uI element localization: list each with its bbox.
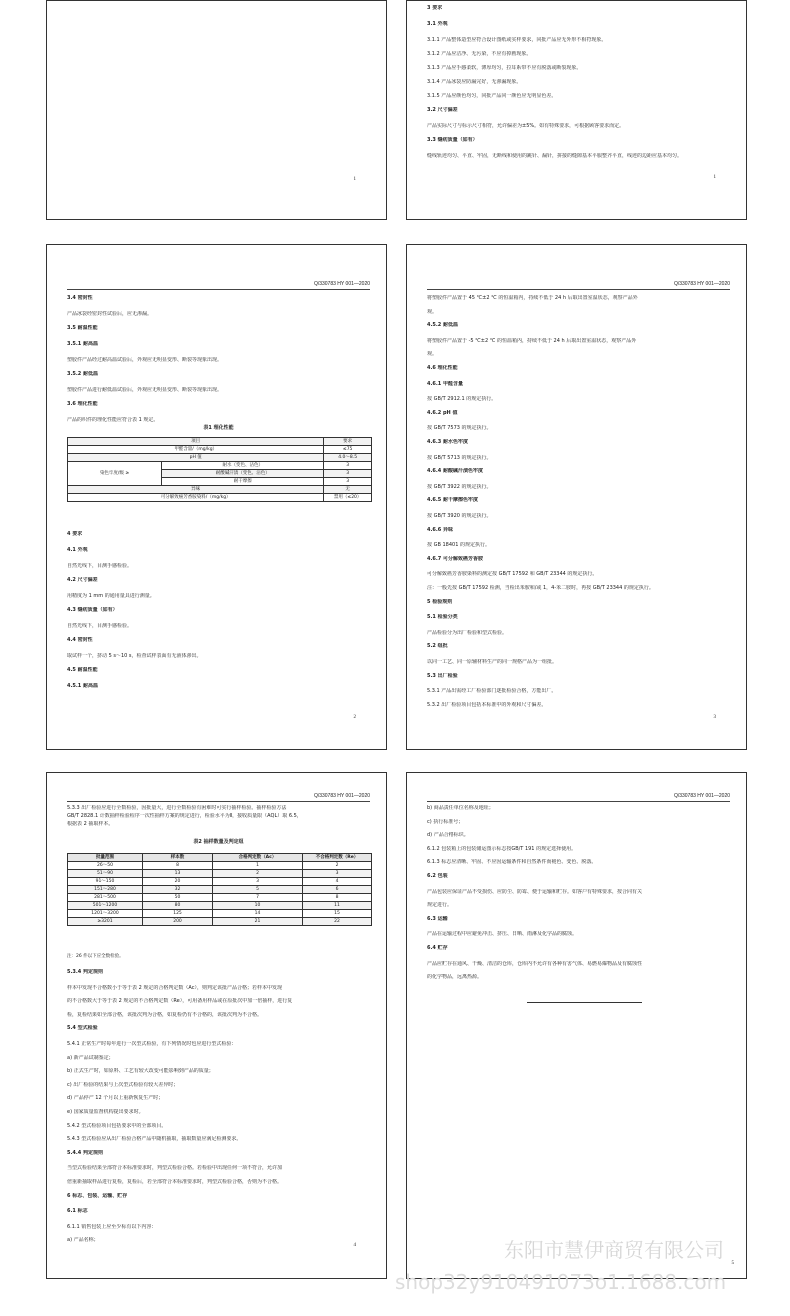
table-row	[68, 894, 372, 902]
body-line: 5.3.1 产品出需经工厂检验部门逐批检验合格，方能出厂。	[427, 688, 557, 695]
table-cell: 3	[324, 470, 372, 478]
table-cell: 15	[303, 910, 372, 918]
section-heading: 3.5.2 耐低温	[67, 371, 98, 377]
table-cell: pH 值	[68, 454, 324, 462]
section-heading: 3.1 外观	[427, 21, 448, 27]
table-cell: 22	[303, 918, 372, 926]
section-heading: 3.5 耐温性能	[67, 325, 98, 331]
table-head-sample: 样本数	[143, 854, 213, 862]
body-line: 检，复检结果如全部合格，该批次判为合格，如复检仍有不合格的，该批次判为不合格。	[67, 1011, 263, 1018]
body-line: 3.1.4 产品冰袋应防漏完好，无渗漏现象。	[427, 79, 522, 85]
body-line: 按 GB/T 2912.1 的规定执行。	[427, 396, 497, 403]
body-line: 6.1.1 销售包装上应至少标有以下内容：	[67, 1223, 157, 1230]
section-heading: 4.5 耐温性能	[67, 667, 98, 673]
header-rule	[67, 289, 370, 290]
table-cell: 91～150	[68, 878, 143, 886]
body-line: 产品在运输过程中应避免冲击、挤压、日晒、雨淋及化学品的腐蚀。	[427, 931, 578, 938]
body-line: 3.1.3 产品应手感柔软，薄厚均匀，拉耳系带不应有脱落或断裂现象。	[427, 65, 582, 71]
body-line: 5.4.2 型式检验项目包括要求中的全部项目。	[67, 1122, 167, 1129]
body-line: e) 国家质量监督机构提出要求时。	[67, 1109, 144, 1115]
body-line: 当型式检验结果全部符合本标准要求时，判型式检验合格。若检验中出现任何一项不符合，允许加	[67, 1165, 283, 1172]
page-number: 3	[713, 715, 716, 720]
body-line: 产品的织件的理化性能应符合表 1 规定。	[67, 417, 159, 423]
table-cell: 2	[213, 870, 303, 878]
table-cell: 异味	[68, 486, 324, 494]
watermark-url: shop32y910491073o1.1688.com	[395, 1270, 727, 1294]
body-line: 取试样一个，挤动 5 s～10 s，检查试样表面有无液体渗出。	[67, 653, 202, 659]
document-page-1	[46, 0, 387, 220]
table-row	[68, 862, 372, 870]
table-cell: 10	[213, 902, 303, 910]
section-heading: 6.2 包装	[427, 873, 448, 879]
section-heading: 4.4 密封性	[67, 637, 93, 643]
table-cell: 3	[324, 478, 372, 486]
body-line: 以同一工艺、同一原辅材料生产的同一规格产品为一组批。	[427, 659, 558, 665]
body-line: 3.1.2 产品应洁净、无污染，不应有掉画现象。	[427, 51, 532, 57]
page-body-top	[67, 805, 370, 829]
section-heading: 4.5.1 耐高温	[67, 683, 98, 689]
body-line: 可分解致癌芳香胺染料的测定按 GB/T 17592 和 GB/T 23344 的规定执行。	[427, 571, 598, 578]
section-heading: 4.5.2 耐低温	[427, 322, 458, 329]
table-cell: 21	[213, 918, 303, 926]
section-heading: 3.2 尺寸偏差	[427, 107, 458, 113]
table-cell: 11	[303, 902, 372, 910]
table-cell: 3	[303, 870, 372, 878]
watermark-company: 东阳市慧伊商贸有限公司	[504, 1238, 724, 1262]
section-heading: 4.2 尺寸偏差	[67, 577, 98, 583]
body-line: 塑胶件产品经过耐高温试验后，外观应无明显变形、断裂等现象出现。	[67, 357, 223, 363]
table-cell: 甲醛含量/（mg/kg）	[68, 446, 324, 454]
body-line: d) 产品合格标识。	[427, 832, 469, 839]
body-line: c) 执行标准号；	[427, 818, 464, 825]
body-line: 观。	[427, 308, 438, 315]
body-line: 倍重新抽取样品进行复检，复检后，若全部符合本标准要求时，判型式检验合格，否则为不合格。	[67, 1179, 283, 1185]
table-cell: 4	[303, 878, 372, 886]
body-line: 规定进行。	[427, 902, 453, 909]
table-cell: 4.0～8.5	[324, 454, 372, 462]
table-cell: 耐干摩擦	[162, 478, 324, 486]
table-caption: 表2 抽样数量及判定组	[193, 839, 244, 845]
table-cell: 26～50	[68, 862, 143, 870]
section-heading: 5 检验规则	[427, 598, 453, 605]
section-heading: 4.6.2 pH 值	[427, 409, 458, 416]
table-cell: 1	[213, 862, 303, 870]
table-cell: ≥3201	[68, 918, 143, 926]
table-cell: 5	[213, 886, 303, 894]
table-cell: 151～280	[68, 886, 143, 894]
table-head-req: 要求	[324, 438, 372, 446]
body-line: 按 GB 18401 的规定执行。	[427, 542, 490, 549]
table-row	[68, 918, 372, 926]
body-line: 3.1.5 产品应颜色均匀，同批产品同一颜色应无明显色差。	[427, 93, 557, 99]
table-cell: ≤75	[324, 446, 372, 454]
section-heading: 3.6 理化性能	[67, 401, 98, 407]
table-cell: 50	[143, 894, 213, 902]
body-line: GB/T 2828.1 计数抽样检验程序一次性抽样方案的规定进行，检验水平为Ⅱ，接收质量限（AQL）取 6.5，	[67, 813, 302, 819]
body-line: 观。	[427, 351, 438, 358]
page-header-code: Q/330783 HY 001—2020	[313, 793, 370, 799]
body-line: 产品冰袋经密封性试验后，应无渗漏。	[67, 311, 153, 317]
section-heading: 4.6.6 异味	[427, 526, 453, 533]
page-header-code: Q/330783 HY 001—2020	[313, 281, 370, 287]
body-line: 按 GB/T 3920 的规定执行。	[427, 513, 492, 519]
body-line: 将塑胶件产品置于 45 ℃±2 ℃ 的恒温箱内，持续不低于 24 h 后取出置室温状态，观察产品外	[427, 295, 638, 301]
page-body	[427, 295, 730, 715]
body-line: 的不合格数大于等于表 2 规定的不合格判定数（Re），可用备用样品或在原批次中加一倍抽样，进行复	[67, 998, 293, 1005]
document-page-5	[46, 772, 387, 1279]
section-heading: 4.6.4 耐酸碱汗渍色牢度	[427, 468, 483, 475]
section-heading: 3 要求	[427, 5, 443, 11]
body-line: 塑胶件产品进行耐低温试验后，外观应无明显变形、断裂等现象出现。	[67, 387, 223, 393]
document-page-3	[46, 244, 387, 750]
table-head-lot: 批量范围	[68, 854, 143, 862]
section-heading: 6.4 贮存	[427, 945, 448, 951]
body-line: c) 出厂检验的结果与上次型式检验有较大差异时；	[67, 1081, 179, 1088]
body-line: 缝线轨迹均匀、平直、牢固，无断线和使用的跳针、漏针，拼接的缝隙基本平服整齐平直，线迹的边距应基本均匀。	[427, 153, 683, 159]
table-cell: 禁用（≤20）	[324, 494, 372, 502]
table-cell: 80	[143, 902, 213, 910]
body-line: 产品实际尺寸与标示尺寸相符，允许偏差为±5%。如有特殊要求，可根据顾客要求而定。	[427, 123, 625, 129]
page-header-code: Q/330783 HY 001—2020	[673, 793, 730, 799]
table-row	[68, 870, 372, 878]
table-cell: 2	[303, 862, 372, 870]
section-heading: 6.3 运输	[427, 915, 448, 922]
section-heading: 5.3 出厂检验	[427, 672, 458, 679]
section-heading: 5.3.4 判定规则	[67, 969, 103, 975]
table-cell-group: 染色牢度/级 ≥	[68, 462, 162, 486]
body-line: 产品应贮存在通风、干燥、清洁的仓库，仓库内不允许有各种有害气体、易燃易爆物品及有腐蚀性	[427, 960, 643, 967]
table-cell: 7	[213, 894, 303, 902]
table-cell: 3	[324, 462, 372, 470]
body-line: a) 新产品试制鉴定；	[67, 1054, 114, 1061]
page-header-code: Q/330783 HY 001—2020	[673, 281, 730, 287]
table-cell: 14	[213, 910, 303, 918]
page-body-bottom	[67, 531, 370, 691]
section-heading: 4.6.3 耐水色牢度	[427, 439, 468, 445]
body-line: 5.4.1 正常生产时每年进行一次型式检验，有下列情况时也应进行型式检验：	[67, 1041, 237, 1047]
table-row	[68, 910, 372, 918]
page-number: 1	[713, 175, 716, 180]
section-heading: 5.4.4 判定规则	[67, 1149, 103, 1156]
table-note: 注：26 件以下应全数检验。	[67, 954, 124, 959]
section-heading: 3.5.1 耐高温	[67, 341, 98, 347]
section-heading: 5.1 检验分类	[427, 614, 458, 621]
table-cell: 32	[143, 886, 213, 894]
body-line: 自然光线下，目测手感检验。	[67, 623, 133, 629]
body-line: 按 GB/T 5713 的规定执行。	[427, 454, 492, 461]
table-cell: 20	[143, 878, 213, 886]
table-cell: 51～90	[68, 870, 143, 878]
header-rule	[427, 801, 730, 802]
table-cell: 6	[303, 886, 372, 894]
page-body-bottom	[67, 969, 370, 1249]
body-line: 的化学物品，远离热源。	[427, 974, 483, 981]
body-line: 按 GB/T 7573 的规定执行。	[427, 425, 492, 432]
section-heading: 3.3 缝纫质量（如有）	[427, 137, 478, 143]
table-head-re: 不合格判定数（Re）	[303, 854, 372, 862]
page-number: 4	[353, 1243, 356, 1248]
body-line: b) 正式生产时，如原料、工艺有较大改变可能影响到产品的质量；	[67, 1068, 214, 1075]
table-cell: 8	[303, 894, 372, 902]
document-page-2	[406, 0, 747, 220]
section-heading: 6 标志、包装、运输、贮存	[67, 1192, 128, 1199]
table-head-ac: 合格判定数（Ac）	[213, 854, 303, 862]
body-line: a) 产品名称；	[67, 1237, 99, 1244]
table-cell: 3	[213, 878, 303, 886]
page-number: 2	[353, 715, 356, 720]
document-page-6	[406, 772, 747, 1279]
section-heading: 3.4 密封性	[67, 295, 93, 301]
table-head-item: 项目	[68, 438, 324, 446]
section-heading: 6.1 标志	[67, 1208, 88, 1215]
body-line: 产品检验分为出厂检验和型式检验。	[427, 629, 508, 636]
body-line: 5.3.2 出厂检验项目包括本标准中的外观和尺寸偏差。	[427, 701, 547, 708]
body-line: b) 商品责任单位名称及地址；	[427, 805, 494, 811]
table-caption: 表1 理化性能	[203, 425, 234, 431]
page-body	[427, 805, 730, 1005]
table-cell: 501～1200	[68, 902, 143, 910]
table-cell: 1201～3200	[68, 910, 143, 918]
section-heading: 4 要求	[67, 531, 83, 537]
page-number: 1	[353, 177, 356, 182]
table-cell: 281～500	[68, 894, 143, 902]
table-cell: 耐水（变色、沾色）	[162, 462, 324, 470]
header-rule	[67, 801, 370, 802]
table-row	[68, 886, 372, 894]
page-body	[427, 5, 730, 175]
body-line: 根据表 2 抽取样本。	[67, 821, 114, 827]
page-body-top	[67, 295, 370, 425]
section-heading: 4.1 外观	[67, 547, 88, 553]
body-line: 将塑胶件产品置于 -5 ℃±2 ℃ 的恒温箱内，持续不低于 24 h 后取出置室温状态，观察产品外	[427, 337, 637, 344]
table-row	[68, 902, 372, 910]
document-page-4	[406, 244, 747, 750]
sampling-table	[67, 853, 372, 926]
table-cell: 无	[324, 486, 372, 494]
table-cell: 200	[143, 918, 213, 926]
section-heading: 4.6.7 可分解致癌芳香胺	[427, 555, 483, 562]
body-line: d) 产品停产 12 个月以上重新恢复生产时；	[67, 1095, 164, 1102]
body-line: 样本中发现不合格数小于等于表 2 规定的合格判定数（Ac），则判定该批产品合格；若样本中发现	[67, 984, 282, 991]
body-line: 6.1.2 包装箱上的包装储运图示标志按GB/T 191 的规定选择使用。	[427, 845, 577, 852]
section-heading: 4.6 理化性能	[427, 365, 458, 371]
body-line: 注：一般先按 GB/T 17592 检测，当检出苯胺和/或 1，4-苯二胺时，再按 GB/T 23344 的规定执行。	[427, 585, 654, 591]
body-line: 3.1.1 产品整体造型应符合设计图纸或实样要求，同批产品应无外形不相符现象。	[427, 37, 607, 43]
section-heading: 4.6.5 耐干摩擦色牢度	[427, 497, 478, 504]
section-heading: 4.6.1 甲醛含量	[427, 380, 463, 387]
body-line: 产品包装应保证产品不受损伤、应防尘、防霉、便于运输和贮存。如客户有特殊要求，按合同有关	[427, 888, 643, 895]
table-cell: 13	[143, 870, 213, 878]
body-line: 自然光线下，目测手感检验。	[67, 563, 133, 569]
body-line: 按 GB/T 3922 的规定执行。	[427, 483, 492, 490]
body-line: 5.4.3 型式检验应从出厂检验合格产品中随机抽取，抽取数量应满足检测要求。	[67, 1136, 242, 1143]
table-cell: 耐酸碱汗渍（变色、沾色）	[162, 470, 324, 478]
table-cell: 125	[143, 910, 213, 918]
section-heading: 5.4 型式检验	[67, 1025, 98, 1032]
table-1-wrap	[67, 425, 370, 525]
end-of-document-rule	[527, 1002, 642, 1003]
physchem-table	[67, 437, 372, 502]
table-2-wrap	[67, 839, 370, 959]
body-line: 6.1.3 标志应清晰、牢固、不应因运输条件和自然条件而褪色、变色、脱落。	[427, 859, 597, 866]
section-heading: 5.2 组批	[427, 643, 448, 650]
body-line: 用精度为 1 mm 的通用量具进行测量。	[67, 593, 155, 599]
section-heading: 4.3 缝纫质量（如有）	[67, 607, 118, 613]
body-line: 5.3.3 出厂检验应进行全数检验，因批量大，进行全数检验有困难时可实行抽样检验。抽样检验方法	[67, 805, 287, 811]
table-row	[68, 878, 372, 886]
table-cell: 8	[143, 862, 213, 870]
page-number: 5	[731, 1261, 734, 1266]
table-cell: 可分解致癌芳香胺染料/（mg/kg）	[68, 494, 324, 502]
header-rule	[427, 289, 730, 290]
